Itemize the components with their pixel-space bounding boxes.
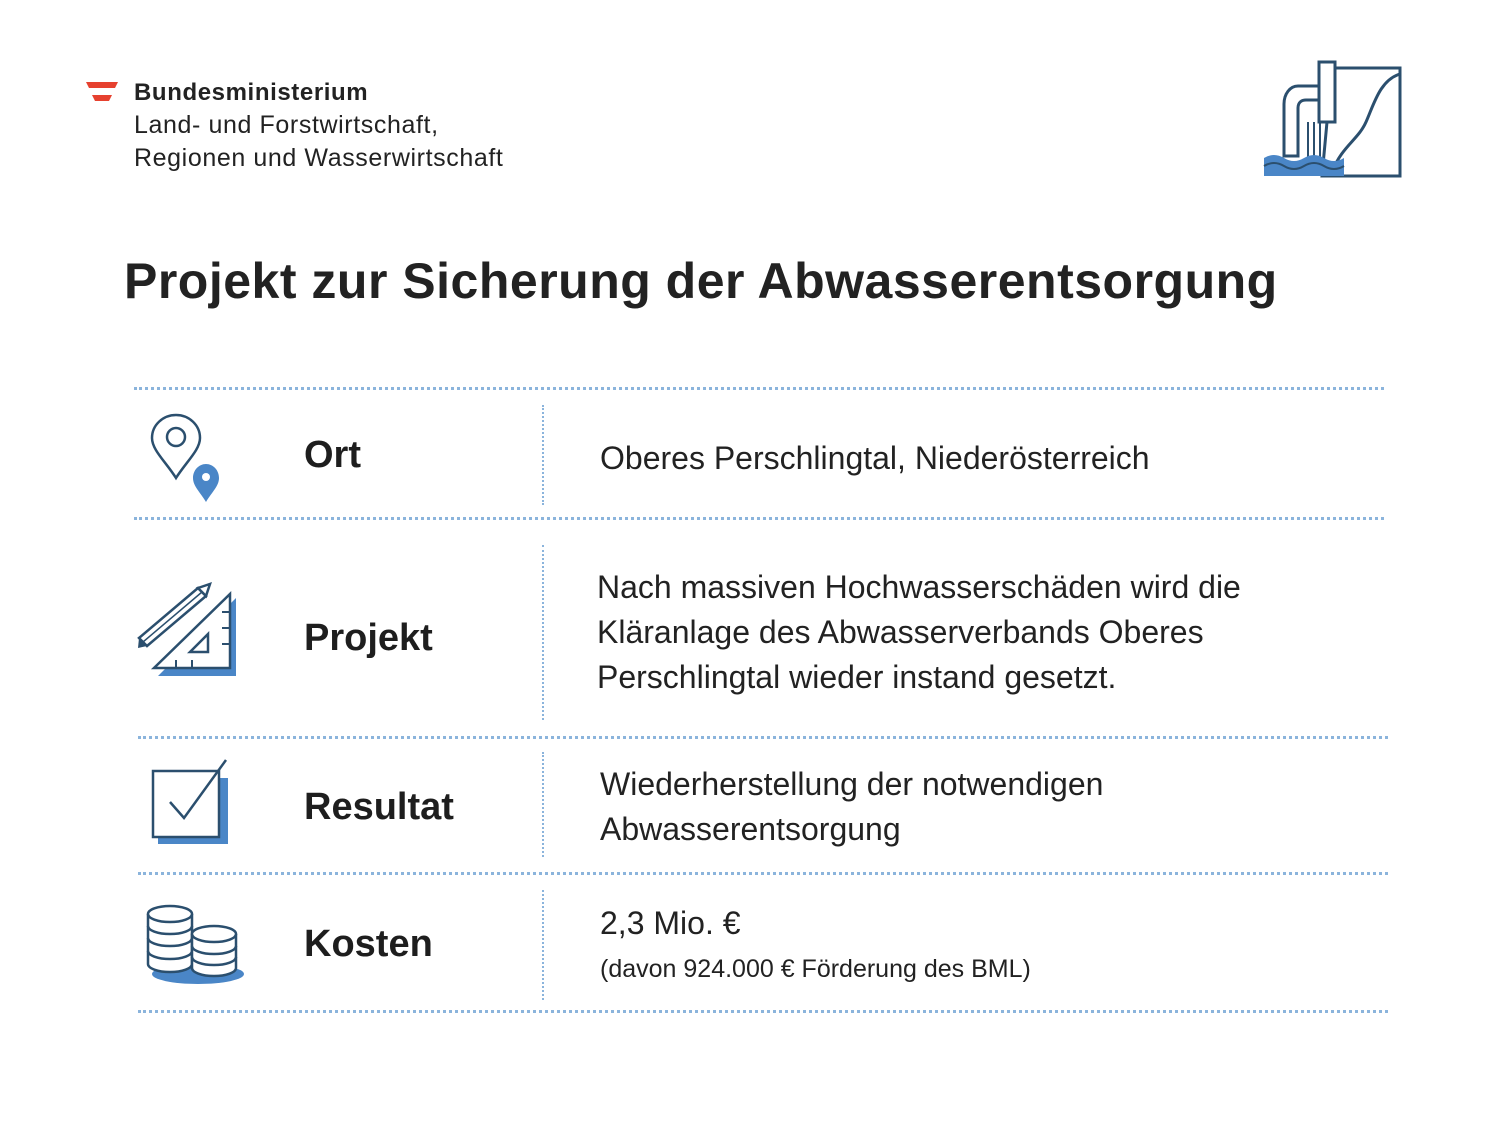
location-pin-icon (148, 412, 228, 504)
column-divider-1 (542, 405, 544, 505)
row-label-resultat: Resultat (304, 786, 454, 828)
page-title: Projekt zur Sicherung der Abwasserentsorgung (124, 253, 1278, 309)
row-value-resultat (600, 762, 1103, 852)
pencil-triangle-icon (136, 582, 240, 678)
row-value-kosten (600, 901, 1031, 992)
row-value-projekt-line-2: Kläranlage des Abwasserverbands Oberes (597, 614, 1204, 650)
row-value-projekt-line-1: Nach massiven Hochwasserschäden wird die (597, 569, 1241, 605)
ministry-name (134, 76, 594, 175)
row-label-kosten: Kosten (304, 923, 433, 965)
divider-3 (138, 872, 1388, 875)
divider-bottom (138, 1010, 1388, 1013)
row-value-kosten-note: (davon 924.000 € Förderung des BML) (600, 955, 1031, 983)
checkbox-icon (150, 758, 232, 846)
column-divider-3 (542, 752, 544, 857)
divider-2 (138, 736, 1388, 739)
wastewater-pipe-icon (1262, 60, 1404, 180)
column-divider-2 (542, 545, 544, 720)
coins-icon (142, 902, 248, 986)
row-value-ort (600, 436, 1150, 481)
divider-top (134, 387, 1384, 390)
ministry-line-3: Regionen und Wasserwirtschaft (134, 144, 504, 172)
row-value-resultat-line-1: Wiederherstellung der notwendigen (600, 766, 1104, 802)
row-label-ort: Ort (304, 434, 361, 476)
ministry-line-2: Land- und Forstwirtschaft, (134, 111, 439, 139)
row-value-projekt (597, 565, 1241, 700)
row-value-kosten-amount: 2,3 Mio. € (600, 905, 741, 941)
row-value-projekt-line-3: Perschlingtal wieder instand gesetzt. (597, 659, 1117, 695)
row-value-resultat-line-2: Abwasserentsorgung (600, 811, 901, 847)
column-divider-4 (542, 890, 544, 1000)
ministry-line-1: Bundesministerium (134, 79, 369, 106)
austria-flag-icon (86, 82, 118, 106)
divider-1 (134, 517, 1384, 520)
row-value-ort-line-1: Oberes Perschlingtal, Niederösterreich (600, 440, 1150, 476)
row-label-projekt: Projekt (304, 617, 433, 659)
